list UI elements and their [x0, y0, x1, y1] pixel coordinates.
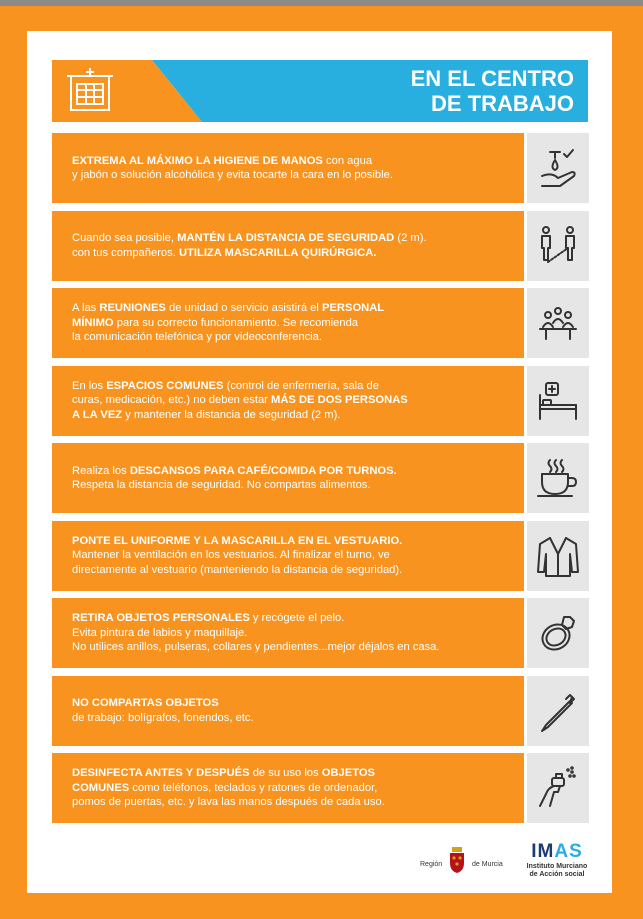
rule-text-normal: Respeta la distancia de seguridad. No compartas alimentos.	[72, 479, 371, 491]
rules-list	[52, 133, 589, 831]
rule-text-normal: Cuando sea posible,	[72, 232, 178, 244]
rule-text-normal: la comunicación telefónica y por videoconferencia.	[72, 331, 322, 344]
rule-text-bold: DESINFECTA ANTES Y DESPUÉS	[72, 767, 250, 780]
rule-text-normal: Mantener la ventilación en los vestuarios. Al finalizar el turno, ve	[72, 549, 390, 562]
distance-icon	[536, 224, 580, 268]
rule-text-normal: (control de enfermería, sala de	[223, 379, 379, 392]
rule-line	[72, 696, 524, 711]
ring-icon	[536, 611, 580, 655]
hospital-icon	[67, 68, 113, 114]
rule-text-bold: PERSONAL	[321, 302, 385, 315]
rule-line	[72, 766, 524, 781]
rule-text	[52, 676, 524, 746]
rule-line	[72, 640, 524, 655]
rule-text-bold: COMUNES	[72, 781, 130, 794]
hospital-bed-icon	[536, 379, 580, 423]
rule-text-bold: MÍNIMO	[72, 316, 114, 329]
imas-line-1: Instituto Murciano	[526, 863, 588, 870]
rule-icon-box	[527, 133, 589, 203]
footer	[27, 841, 612, 893]
rule-row	[52, 288, 589, 358]
imas-line-2: de Acción social	[529, 871, 585, 878]
poster-header	[52, 60, 588, 122]
rule-text-bold: EXTREMA AL MÁXIMO LA HIGIENE DE MANOS	[72, 154, 323, 167]
rule-text-bold: MANTÉN LA DISTANCIA DE SEGURIDAD	[177, 232, 395, 244]
rule-text-normal: con agua	[322, 154, 373, 167]
rule-text-bold: RETIRA OBJETOS PERSONALES	[72, 612, 250, 625]
rule-text	[52, 133, 524, 203]
rule-text-normal: No utilices anillos, pulseras, collares y pendientes...mejor déjalos en casa.	[72, 641, 440, 654]
rule-icon-box	[527, 521, 589, 591]
rule-line	[72, 316, 524, 331]
rule-line	[72, 548, 524, 563]
rule-text	[52, 598, 524, 668]
rule-line	[72, 534, 524, 549]
rule-text-normal: para su correcto funcionamiento. Se recomienda	[113, 316, 359, 329]
rule-line	[72, 168, 524, 183]
rule-text-bold: A LA VEZ	[72, 408, 123, 421]
rule-text-bold: DESCANSOS PARA CAFÉ/COMIDA POR TURNOS.	[129, 464, 397, 477]
rule-text-bold: MÁS DE DOS PERSONAS	[271, 394, 408, 407]
rule-line	[72, 246, 524, 261]
rule-row	[52, 443, 589, 513]
rule-text-normal: y jabón o solución alcohólica y evita tocarte la cara en lo posible.	[72, 169, 393, 181]
rule-line	[72, 478, 524, 493]
rule-text	[52, 521, 524, 591]
rule-text-bold: NO COMPARTAS OBJETOS	[72, 697, 219, 709]
rule-text-normal: con tus compañeros.	[72, 246, 179, 259]
rule-text-normal: de unidad o servicio asistirá el	[165, 302, 322, 315]
rule-icon-box	[527, 211, 589, 281]
rule-icon-box	[527, 288, 589, 358]
rule-line	[72, 154, 524, 169]
rule-line	[72, 626, 524, 641]
rule-text-normal: como teléfonos, teclados y ratones de ordenador,	[129, 781, 378, 794]
rule-icon-box	[527, 753, 589, 823]
rule-text	[52, 443, 524, 513]
imas-wordmark	[517, 841, 597, 863]
imas-logo	[517, 841, 597, 879]
rule-row	[52, 598, 589, 668]
rule-row	[52, 676, 589, 746]
rule-row	[52, 753, 589, 823]
rule-line	[72, 611, 524, 626]
rule-text-normal: de trabajo: bolígrafos, fonendos, etc.	[72, 711, 254, 724]
title-line-1: EN EL CENTRO	[410, 66, 574, 91]
rule-row	[52, 133, 589, 203]
rule-line	[72, 379, 524, 394]
rule-icon-box	[527, 443, 589, 513]
rule-text	[52, 366, 524, 436]
rule-text-normal: de su uso los	[249, 767, 322, 780]
spray-icon	[536, 766, 580, 810]
rule-text-bold: OBJETOS	[321, 767, 375, 780]
rule-text-normal: curas, medicación, etc.) no deben estar	[72, 394, 271, 407]
rule-text-normal: y recógete el pelo.	[249, 612, 345, 625]
rule-text-bold: PONTE EL UNIFORME Y LA MASCARILLA EN EL VESTUARIO.	[72, 534, 403, 547]
rule-text-normal: A las	[72, 302, 100, 315]
rule-line	[72, 301, 524, 316]
rule-text-normal: En los	[72, 379, 107, 392]
poster-sheet	[27, 31, 612, 893]
top-border	[0, 0, 643, 6]
rule-icon-box	[527, 676, 589, 746]
pen-icon	[536, 689, 580, 733]
imas-wordmark-b: AS	[554, 841, 583, 862]
rule-line	[72, 563, 524, 578]
rule-text	[52, 288, 524, 358]
crest-icon	[448, 847, 466, 873]
uniform-icon	[536, 534, 580, 578]
rule-line	[72, 795, 524, 810]
page-title	[411, 66, 574, 116]
rule-text-normal: Evita pintura de labios y maquillaje.	[72, 626, 248, 639]
rule-text-bold: UTILIZA MASCARILLA QUIRÚRGICA.	[178, 246, 377, 259]
title-line-2: DE TRABAJO	[430, 91, 574, 116]
rule-text-normal: (2 m).	[394, 232, 427, 244]
rule-text	[52, 753, 524, 823]
rule-text-normal: y mantener la distancia de seguridad (2 m).	[122, 408, 341, 421]
rule-text-normal: pomos de puertas, etc. y lava las manos después de cada uso.	[72, 796, 385, 809]
rule-row	[52, 211, 589, 281]
meeting-icon	[536, 301, 580, 345]
rule-text-bold: REUNIONES	[99, 302, 166, 315]
rule-text-normal: Realiza los	[72, 464, 130, 477]
rule-line	[72, 781, 524, 796]
rule-row	[52, 521, 589, 591]
rule-row	[52, 366, 589, 436]
region-label-right: de Murcia	[472, 861, 503, 868]
rule-text-normal: directamente al vestuario (manteniendo la distancia de seguridad).	[72, 563, 403, 576]
rule-line	[72, 330, 524, 345]
rule-icon-box	[527, 598, 589, 668]
region-label-left: Región	[420, 861, 443, 868]
rule-line	[72, 231, 524, 246]
rule-text	[52, 211, 524, 281]
rule-line	[72, 408, 524, 423]
rule-line	[72, 464, 524, 479]
handwash-icon	[536, 146, 580, 190]
rule-icon-box	[527, 366, 589, 436]
imas-wordmark-a: IM	[531, 841, 555, 862]
rule-text-bold: ESPACIOS COMUNES	[106, 379, 224, 392]
rule-line	[72, 711, 524, 726]
rule-line	[72, 393, 524, 408]
coffee-icon	[536, 456, 580, 500]
